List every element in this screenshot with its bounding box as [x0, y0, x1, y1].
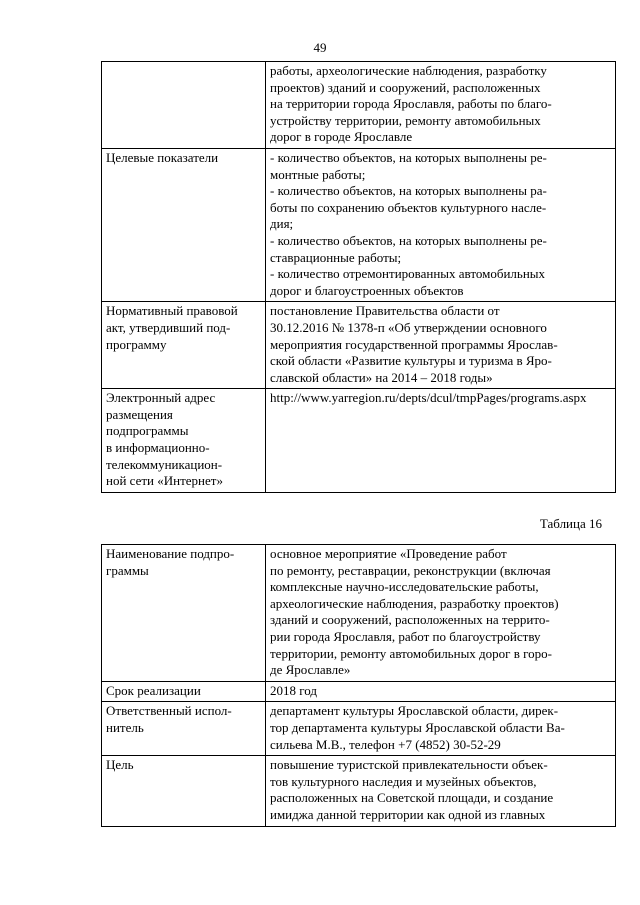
- text-line: тов культурного наследия и музейных объектов,: [270, 773, 537, 789]
- text-line: департамент культуры Ярославской области, дирек-: [270, 703, 559, 719]
- text-line: имиджа данной территории как одной из главных: [270, 806, 546, 822]
- text-line: граммы: [106, 562, 149, 578]
- table-row: [102, 62, 616, 149]
- table-row: [102, 702, 616, 756]
- text-line: - количество объектов, на которых выполнены ре-: [270, 149, 547, 165]
- row-value-cell: [266, 545, 616, 682]
- text-line: ской области «Развитие культуры и туризма в Яро-: [270, 353, 552, 369]
- row-value-cell: [266, 302, 616, 389]
- text-line: акт, утвердивший под-: [106, 319, 231, 335]
- table-row: [102, 389, 616, 493]
- text-line: монтные работы;: [270, 166, 366, 182]
- table-1: [101, 61, 616, 493]
- row-value-cell: [266, 148, 616, 301]
- table-row: [102, 302, 616, 389]
- row-label-cell: [102, 302, 266, 389]
- text-line: Целевые показатели: [106, 149, 219, 165]
- text-line: - количество объектов, на которых выполнены ре-: [270, 232, 547, 248]
- text-line: устройству территории, ремонту автомобильных: [270, 112, 541, 128]
- text-line: в информационно-: [106, 440, 210, 456]
- text-line: Цель: [106, 757, 134, 773]
- row-label-cell: [102, 681, 266, 702]
- text-line: http://www.yarregion.ru/depts/dcul/tmpPages/programs.aspx: [270, 390, 587, 406]
- text-line: Срок реализации: [106, 682, 201, 698]
- text-line: Ответственный испол-: [106, 703, 232, 719]
- row-value-cell: [266, 62, 616, 149]
- row-label-cell: [102, 702, 266, 756]
- text-line: - количество объектов, на которых выполнены ра-: [270, 183, 547, 199]
- row-label-cell: [102, 148, 266, 301]
- text-line: расположенных на Советской площади, и создание: [270, 790, 554, 806]
- row-label-cell: [102, 62, 266, 149]
- text-line: размещения: [106, 406, 173, 422]
- text-line: рии города Ярославля, работ по благоустройству: [270, 628, 541, 644]
- text-line: ной сети «Интернет»: [106, 473, 223, 489]
- row-value-cell: [266, 756, 616, 826]
- row-value-cell: [266, 702, 616, 756]
- text-line: дорог и благоустроенных объектов: [270, 282, 464, 298]
- text-line: тор департамента культуры Ярославской области Ва-: [270, 719, 565, 735]
- text-line: основное мероприятие «Проведение работ: [270, 546, 507, 561]
- text-line: мероприятия государственной программы Ярослав-: [270, 336, 558, 352]
- text-line: 30.12.2016 № 1378-п «Об утверждении основного: [270, 319, 547, 335]
- page-number: 49: [313, 40, 327, 55]
- text-line: археологические наблюдения, разработку проектов): [270, 595, 559, 611]
- text-line: территории, ремонту автомобильных дорог в горо-: [270, 645, 552, 661]
- row-label-cell: [102, 545, 266, 682]
- text-line: де Ярославле»: [270, 662, 351, 678]
- text-line: боты по сохранению объектов культурного насле-: [270, 199, 547, 215]
- table-row: [102, 545, 616, 682]
- text-line: - количество отремонтированных автомобильных: [270, 266, 546, 282]
- text-line: Электронный адрес: [106, 390, 216, 406]
- table-row: [102, 756, 616, 826]
- table-row: [102, 681, 616, 702]
- text-line: дия;: [270, 216, 294, 232]
- text-line: славской области» на 2014 – 2018 годы»: [270, 369, 493, 385]
- text-line: комплексные научно-исследовательские работы,: [270, 579, 539, 595]
- text-line: сильева М.В., телефон +7 (4852) 30-52-29: [270, 736, 501, 752]
- table-2: [101, 544, 616, 827]
- text-line: телекоммуникацион-: [106, 456, 223, 472]
- text-line: ставрационные работы;: [270, 249, 402, 265]
- text-line: Наименование подпро-: [106, 546, 235, 561]
- text-line: нитель: [106, 719, 144, 735]
- text-line: по ремонту, реставрации, реконструкции (включая: [270, 562, 551, 578]
- row-label-cell: [102, 389, 266, 493]
- text-line: дорог в городе Ярославле: [270, 129, 413, 145]
- text-line: подпрограммы: [106, 423, 189, 439]
- text-line: работы, археологические наблюдения, разработку: [270, 63, 547, 78]
- text-line: постановление Правительства области от: [270, 303, 500, 319]
- text-line: повышение туристской привлекательности объек-: [270, 757, 548, 773]
- row-value-cell: [266, 389, 616, 493]
- row-label-cell: [102, 756, 266, 826]
- table-caption: Таблица 16: [539, 516, 602, 531]
- text-line: проектов) зданий и сооружений, расположенных: [270, 79, 541, 95]
- text-line: зданий и сооружений, расположенных на террито-: [270, 612, 550, 628]
- text-line: 2018 год: [270, 682, 317, 698]
- row-value-cell: [266, 681, 616, 702]
- text-line: на территории города Ярославля, работы по благо-: [270, 96, 552, 112]
- text-line: Нормативный правовой: [106, 303, 238, 319]
- table-row: [102, 148, 616, 301]
- text-line: программу: [106, 336, 167, 352]
